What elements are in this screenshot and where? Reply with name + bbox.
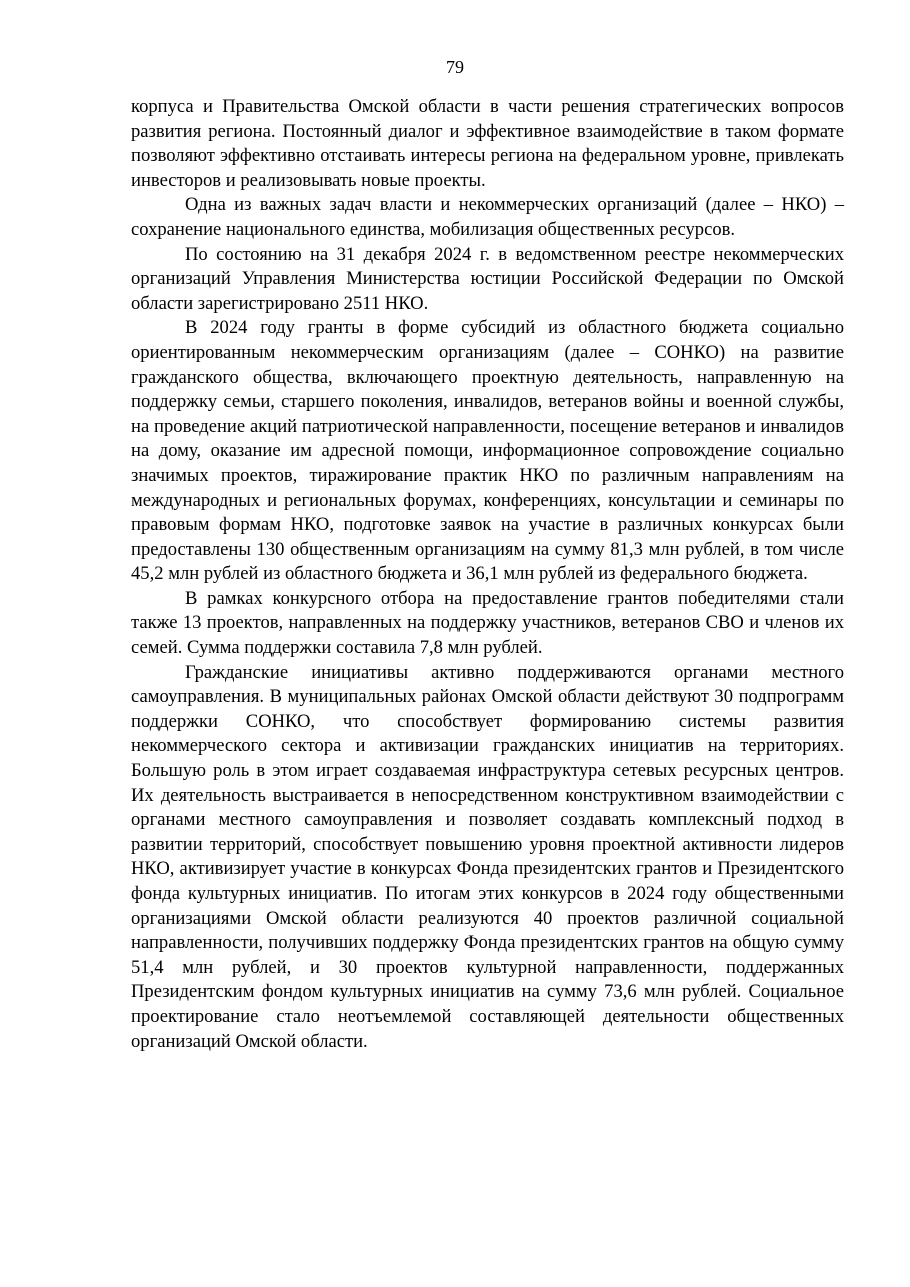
- page-body: [131, 95, 844, 1054]
- paragraph-continuation: корпуса и Правительства Омской области в части решения стратегических вопросов развития региона. Постоянный диалог и эффективное взаимодействие в таком формате позволяют эффективно отстаивать интересы региона на федеральном уровне, привлекать инвесторов и реализовывать новые проекты.: [131, 96, 844, 191]
- paragraph-civic-initiatives: Гражданские инициативы активно поддерживаются органами местного самоуправления. В муниципальных районах Омской области действуют 30 подпрограмм поддержки СОНКО, что способствует формированию системы развития некоммерческого сектора и активизации гражданских инициатив на территориях. Большую роль в этом играет создаваемая инфраструктура сетевых ресурсных центров. Их деятельность выстраивается в непосредственном конструктивном взаимодействии с органами местного самоуправления и позволяет создавать комплексный подход в развитии территорий, способствует повышению уровня проектной активности лидеров НКО, активизирует участие в конкурсах Фонда президентских грантов и Президентского фонда культурных инициатив. По итогам этих конкурсов в 2024 году общественными организациями Омской области реализуются 40 проектов различной социальной направленности, получивших поддержку Фонда президентских грантов на общую сумму 51,4 млн рублей, и 30 проектов культурной направленности, поддержанных Президентским фондом культурных инициатив на сумму 73,6 млн рублей. Социальное проектирование стало неотъемлемой составляющей деятельности общественных организаций Омской области.: [131, 661, 844, 1052]
- paragraph-svo-projects: В рамках конкурсного отбора на предоставление грантов победителями стали также 13 проектов, направленных на поддержку участников, ветеранов СВО и членов их семей. Сумма поддержки составила 7,8 млн рублей.: [131, 587, 844, 659]
- paragraph-nko-registry: По состоянию на 31 декабря 2024 г. в ведомственном реестре некоммерческих организаций Управления Министерства юстиции Российской Федерации по Омской области зарегистрировано 2511 НКО.: [131, 243, 844, 314]
- paragraph-grants-2024: В 2024 году гранты в форме субсидий из областного бюджета социально ориентированным некоммерческим организациям (далее – СОНКО) на развитие гражданского общества, включающего проектную деятельность, направленную на поддержку семьи, старшего поколения, инвалидов, ветеранов войны и военной службы, на проведение акций патриотической направленности, посещение ветеранов и инвалидов на дому, оказание им адресной помощи, информационное сопровождение социально значимых проектов, тиражирование практик НКО по различным направлениям на международных и региональных форумах, конференциях, консультации и семинары по правовым формам НКО, подготовке заявок на участие в различных конкурсах были предоставлены 130 общественным организациям на сумму 81,3 млн рублей, в том числе 45,2 млн рублей из областного бюджета и 36,1 млн рублей из федерального бюджета.: [131, 317, 844, 585]
- paragraph-nko-tasks: Одна из важных задач власти и некоммерческих организаций (далее – НКО) – сохранение национального единства, мобилизация общественных ресурсов.: [131, 194, 844, 240]
- page-number: 79: [446, 57, 464, 77]
